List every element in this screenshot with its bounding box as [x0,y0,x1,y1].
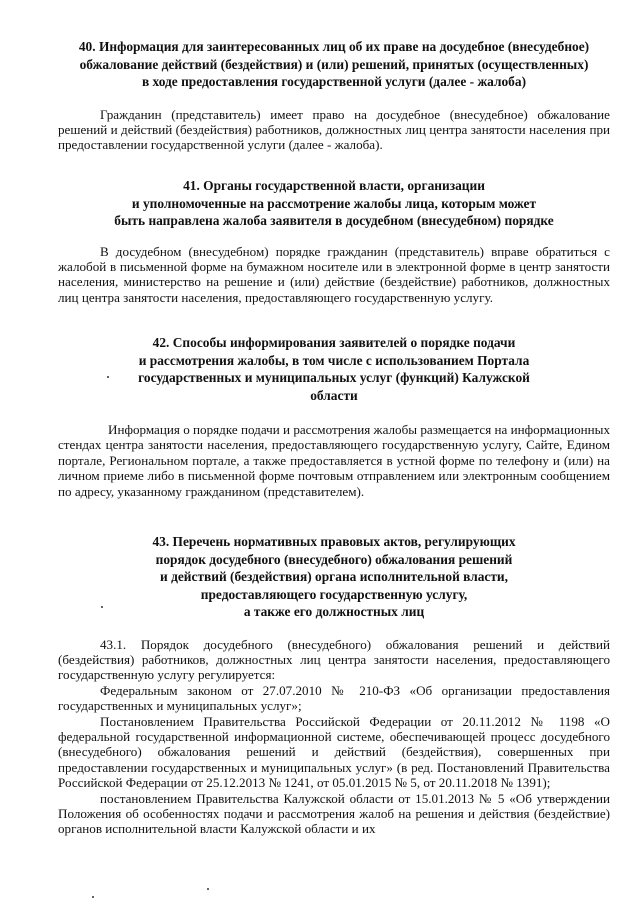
section-43-paragraph-2: Федеральным законом от 27.07.2010 № 210-ФЗ «Об организации предоставления государственных и муниципальных услуг»; [58,682,610,714]
section-41 [58,177,610,305]
section-43-title: 43. Перечень нормативных правовых актов, регулирующих порядок досудебного (внесудебного) обжалования решений и действий (бездействия) органа исполнительной власти, предоставляющего государственную услугу, а также его должностных лиц [152,534,516,619]
section-40-title: 40. Информация для заинтересованных лиц об их праве на досудебное (внесудебное) обжалование действий (бездействия) и (или) решений, принятых (осуществленных) в ходе предоставления государственной услуги (далее - жалоба) [78,39,590,89]
scan-speck [92,896,94,898]
section-43 [58,533,610,837]
section-41-title: 41. Органы государственной власти, организации и уполномоченные на рассмотрение жалобы лица, которым может быть направлена жалоба заявителя в досудебном (внесудебном) порядке [114,178,554,228]
section-42 [58,334,610,499]
section-40 [58,38,610,153]
section-40-paragraph: Гражданин (представитель) имеет право на досудебное (внесудебное) обжалование решений и действий (бездействия) работников, должностных лиц центра занятости населения при предоставлении государственной услуги (далее - жалоба). [58,106,610,153]
section-42-title: 42. Способы информирования заявителей о порядке подачи и рассмотрения жалобы, в том числе с использованием Портала государственных и муниципальных услуг (функций) Калужской области [138,335,530,403]
section-43-paragraph-1: 43.1. Порядок досудебного (внесудебного) обжалования решений и действий (бездействия) работников, должностных лиц центра занятости населения, предоставляющего государственную услугу регулируется: [58,636,610,683]
section-43-paragraph-3: Постановлением Правительства Российской Федерации от 20.11.2012 № 1198 «О федеральной государственной информационной системе, обеспечивающей процесс досудебного (внесудебного) обжалования решений и действий (бездействия), совершенных при предоставлении государственных и муниципальных услуг» (в ред. Постановлений Правительства Российской Федерации от 25.12.2013 № 1241, от 05.01.2015 № 5, от 20.11.2018 № 1391); [58,713,610,791]
scan-speck [107,376,109,378]
section-42-paragraph: Информация о порядке подачи и рассмотрения жалобы размещается на информационных стендах центра занятости населения, предоставляющего государственную услугу, Сайте, Едином портале, Региональном портале, а также предоставляется в устной форме по телефону и (или) на личном приеме либо в письменной форме почтовым отправлением или электронным сообщением по адресу, указанному гражданином (представителем). [58,422,610,499]
scan-speck [207,888,209,890]
section-43-paragraph-4: постановлением Правительства Калужской области от 15.01.2013 № 5 «Об утверждении Положения об особенностях подачи и рассмотрения жалоб на решения и действия (бездействие) органов исполнительной власти Калужской области и их [58,790,610,837]
scan-speck [101,606,103,608]
section-41-paragraph: В досудебном (внесудебном) порядке гражданин (представитель) вправе обратиться с жалобой в письменной форме на бумажном носителе или в электронной форме в центр занятости населения, министерство на решение и (или) действие (бездействие) работников, должностных лиц центра занятости населения, предоставляющего государственную услугу. [58,243,610,305]
